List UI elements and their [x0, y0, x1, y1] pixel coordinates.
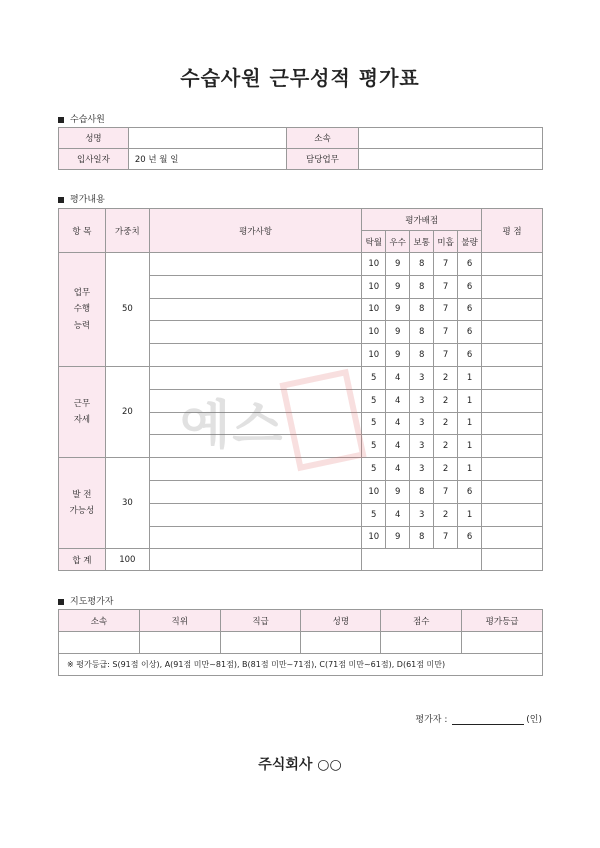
score-option[interactable]: 5 [362, 366, 386, 389]
section-evaluation-heading [58, 192, 105, 205]
score-option[interactable]: 6 [458, 253, 482, 276]
trainee-info-table [58, 127, 543, 170]
score-option[interactable]: 3 [410, 458, 434, 481]
section-trainee-heading [58, 112, 105, 125]
supervisor-header: 점수 [381, 610, 462, 632]
join-date-field[interactable]: 20 년 월 일 [128, 149, 286, 170]
score-option[interactable]: 1 [458, 389, 482, 412]
supervisor-header: 소속 [59, 610, 140, 632]
company-name: 주식회사 ○○ [258, 757, 342, 773]
grade-header: 탁월 [362, 231, 386, 253]
square-bullet-icon [58, 599, 64, 605]
score-option[interactable]: 8 [410, 298, 434, 321]
score-option[interactable]: 8 [410, 253, 434, 276]
weight-value: 30 [105, 458, 149, 549]
grade-note: ※ 평가등급: S(91점 이상), A(91점 미만~81점), B(81점 미만~71점), C(71점 미만~61점), D(61점 미만) [59, 654, 543, 676]
evaluator-label: 평가자 : [415, 715, 448, 725]
score-field[interactable] [482, 389, 543, 412]
criteria-field[interactable] [149, 389, 361, 412]
supervisor-field[interactable] [301, 632, 381, 654]
score-option[interactable]: 4 [386, 458, 410, 481]
evaluation-row [59, 458, 543, 481]
score-option[interactable]: 4 [386, 412, 410, 435]
score-option[interactable]: 5 [362, 389, 386, 412]
score-option[interactable]: 9 [386, 253, 410, 276]
score-field[interactable] [482, 503, 543, 526]
criteria-field[interactable] [149, 253, 361, 276]
score-option[interactable]: 6 [458, 480, 482, 503]
supervisor-field[interactable] [59, 632, 140, 654]
score-option[interactable]: 4 [386, 503, 410, 526]
supervisor-table [58, 609, 543, 676]
score-option[interactable]: 5 [362, 435, 386, 458]
score-option[interactable]: 10 [362, 344, 386, 367]
criteria-field[interactable] [149, 344, 361, 367]
total-row [59, 549, 543, 571]
score-option[interactable]: 9 [386, 344, 410, 367]
score-field[interactable] [482, 366, 543, 389]
score-option[interactable]: 1 [458, 435, 482, 458]
score-field[interactable] [482, 253, 543, 276]
score-option[interactable]: 2 [434, 366, 458, 389]
supervisor-header: 성명 [301, 610, 381, 632]
score-option[interactable]: 7 [434, 253, 458, 276]
score-field[interactable] [482, 321, 543, 344]
score-option[interactable]: 9 [386, 526, 410, 549]
criteria-field[interactable] [149, 275, 361, 298]
score-option[interactable]: 10 [362, 480, 386, 503]
grade-header: 미흡 [434, 231, 458, 253]
score-option[interactable]: 6 [458, 298, 482, 321]
score-option[interactable]: 2 [434, 435, 458, 458]
criteria-field[interactable] [149, 480, 361, 503]
score-option[interactable]: 1 [458, 412, 482, 435]
score-option[interactable]: 8 [410, 480, 434, 503]
score-option[interactable]: 3 [410, 412, 434, 435]
duty-field[interactable] [359, 149, 543, 170]
score-option[interactable]: 9 [386, 480, 410, 503]
item-name: 발 전 가능성 [59, 458, 106, 549]
square-bullet-icon [58, 197, 64, 203]
score-option[interactable]: 4 [386, 366, 410, 389]
weight-value: 50 [105, 253, 149, 367]
document-title: 수습사원 근무성적 평가표 [180, 66, 420, 90]
evaluation-row [59, 253, 543, 276]
score-option[interactable]: 2 [434, 503, 458, 526]
score-field[interactable] [482, 458, 543, 481]
score-option[interactable]: 8 [410, 275, 434, 298]
score-option[interactable]: 7 [434, 526, 458, 549]
criteria-field[interactable] [149, 503, 361, 526]
supervisor-header: 직위 [139, 610, 220, 632]
score-option[interactable]: 3 [410, 389, 434, 412]
score-option[interactable]: 5 [362, 412, 386, 435]
total-score-field[interactable] [482, 549, 543, 571]
score-option[interactable]: 4 [386, 389, 410, 412]
score-option[interactable]: 7 [434, 275, 458, 298]
criteria-header: 평가사항 [149, 209, 361, 253]
criteria-field[interactable] [149, 526, 361, 549]
evaluation-row [59, 366, 543, 389]
score-field[interactable] [482, 435, 543, 458]
name-label: 성명 [59, 128, 129, 149]
duty-label: 담당업무 [286, 149, 359, 170]
score-option[interactable]: 1 [458, 503, 482, 526]
score-option[interactable]: 7 [434, 480, 458, 503]
total-blank [362, 549, 482, 571]
score-option[interactable]: 1 [458, 458, 482, 481]
evaluator-signature [415, 712, 542, 725]
score-field[interactable] [482, 275, 543, 298]
criteria-field[interactable] [149, 321, 361, 344]
score-option[interactable]: 3 [410, 435, 434, 458]
name-field[interactable] [128, 128, 286, 149]
score-option[interactable]: 2 [434, 389, 458, 412]
score-option[interactable]: 9 [386, 275, 410, 298]
item-name: 근무 자세 [59, 366, 106, 457]
score-option[interactable]: 6 [458, 275, 482, 298]
score-option[interactable]: 8 [410, 344, 434, 367]
score-option[interactable]: 5 [362, 458, 386, 481]
item-name: 업무 수행 능력 [59, 253, 106, 367]
score-option[interactable]: 10 [362, 253, 386, 276]
grade-header: 보통 [410, 231, 434, 253]
grade-header: 우수 [386, 231, 410, 253]
score-option[interactable]: 4 [386, 435, 410, 458]
score-option[interactable]: 7 [434, 298, 458, 321]
score-option[interactable]: 1 [458, 366, 482, 389]
score-option[interactable]: 3 [410, 503, 434, 526]
score-option[interactable]: 2 [434, 458, 458, 481]
section-label: 지도평가자 [70, 597, 114, 607]
score-option[interactable]: 7 [434, 321, 458, 344]
grade-header: 불량 [458, 231, 482, 253]
criteria-field[interactable] [149, 435, 361, 458]
score-field[interactable] [482, 298, 543, 321]
score-field[interactable] [482, 412, 543, 435]
score-option[interactable]: 6 [458, 526, 482, 549]
score-option[interactable]: 9 [386, 298, 410, 321]
score-option[interactable]: 6 [458, 344, 482, 367]
score-field[interactable] [482, 344, 543, 367]
score-group-header: 평가배점 [362, 209, 482, 231]
score-option[interactable]: 3 [410, 366, 434, 389]
supervisor-field[interactable] [139, 632, 220, 654]
watermark-text: 예스 [180, 396, 285, 456]
item-header: 항 목 [59, 209, 106, 253]
score-option[interactable]: 7 [434, 344, 458, 367]
join-date-label: 입사일자 [59, 149, 129, 170]
section-label: 평가내용 [70, 195, 105, 205]
supervisor-header: 직급 [220, 610, 301, 632]
evaluation-table [58, 208, 543, 571]
score-option[interactable]: 5 [362, 503, 386, 526]
score-option[interactable]: 9 [386, 321, 410, 344]
section-label: 수습사원 [70, 115, 105, 125]
score-option[interactable]: 8 [410, 321, 434, 344]
score-option[interactable]: 10 [362, 275, 386, 298]
weight-header: 가중치 [105, 209, 149, 253]
evaluator-signature-line[interactable] [452, 714, 524, 725]
total-value: 100 [105, 549, 149, 571]
score-option[interactable]: 10 [362, 526, 386, 549]
weight-value: 20 [105, 366, 149, 457]
supervisor-field[interactable] [462, 632, 543, 654]
seal-label: (인) [526, 715, 542, 725]
department-field[interactable] [359, 128, 543, 149]
score-option[interactable]: 2 [434, 412, 458, 435]
total-blank [149, 549, 361, 571]
supervisor-field[interactable] [220, 632, 301, 654]
section-supervisor-heading [58, 594, 113, 607]
criteria-field[interactable] [149, 458, 361, 481]
supervisor-header: 평가등급 [462, 610, 543, 632]
score-option[interactable]: 8 [410, 526, 434, 549]
criteria-field[interactable] [149, 298, 361, 321]
score-option[interactable]: 6 [458, 321, 482, 344]
score-header: 평 점 [482, 209, 543, 253]
score-field[interactable] [482, 526, 543, 549]
score-option[interactable]: 10 [362, 321, 386, 344]
supervisor-field[interactable] [381, 632, 462, 654]
criteria-field[interactable] [149, 366, 361, 389]
department-label: 소속 [286, 128, 359, 149]
criteria-field[interactable] [149, 412, 361, 435]
total-label: 합 계 [59, 549, 106, 571]
score-option[interactable]: 10 [362, 298, 386, 321]
score-field[interactable] [482, 480, 543, 503]
square-bullet-icon [58, 117, 64, 123]
